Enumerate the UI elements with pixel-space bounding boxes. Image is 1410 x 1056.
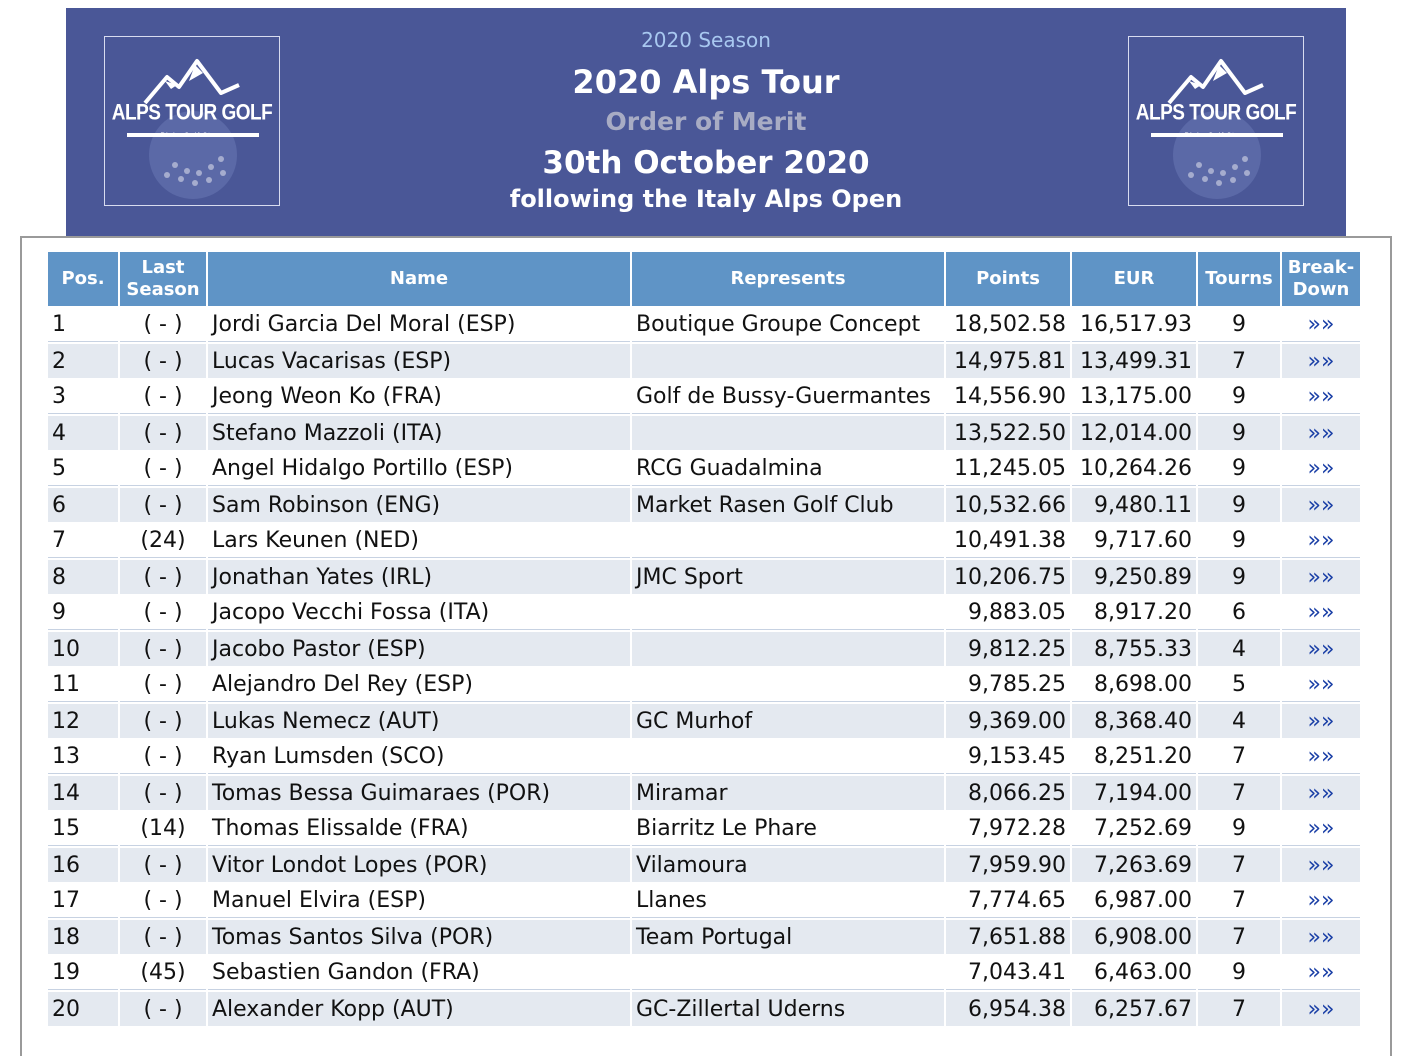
player-name-cell[interactable]: Alejandro Del Rey (ESP) — [208, 668, 630, 702]
tournaments-cell: 9 — [1198, 308, 1280, 342]
player-name-cell[interactable]: Stefano Mazzoli (ITA) — [208, 416, 630, 450]
last-season-cell: ( - ) — [120, 848, 206, 882]
represents-cell: Llanes — [632, 884, 944, 918]
represents-cell — [632, 668, 944, 702]
points-cell: 10,532.66 — [946, 488, 1070, 522]
eur-cell: 7,252.69 — [1072, 812, 1196, 846]
position-cell: 7 — [48, 524, 118, 558]
position-cell: 10 — [48, 632, 118, 666]
breakdown-link[interactable]: »» — [1282, 344, 1360, 378]
logo-text: ALPS TOUR GOLF — [1135, 101, 1297, 126]
points-cell: 8,066.25 — [946, 776, 1070, 810]
points-cell: 11,245.05 — [946, 452, 1070, 486]
player-name-cell[interactable]: Ryan Lumsden (SCO) — [208, 740, 630, 774]
table-row — [48, 596, 1360, 630]
tournaments-cell: 7 — [1198, 884, 1280, 918]
tournaments-cell: 7 — [1198, 776, 1280, 810]
breakdown-link[interactable]: »» — [1282, 452, 1360, 486]
points-cell: 14,556.90 — [946, 380, 1070, 414]
breakdown-link[interactable]: »» — [1282, 920, 1360, 954]
order-of-merit-table — [46, 250, 1362, 1028]
represents-cell: GC Murhof — [632, 704, 944, 738]
last-season-cell: ( - ) — [120, 452, 206, 486]
last-season-cell: ( - ) — [120, 344, 206, 378]
table-row — [48, 848, 1360, 882]
position-cell: 13 — [48, 740, 118, 774]
breakdown-link[interactable]: »» — [1282, 488, 1360, 522]
player-name-cell[interactable]: Alexander Kopp (AUT) — [208, 992, 630, 1026]
represents-cell: RCG Guadalmina — [632, 452, 944, 486]
represents-cell: JMC Sport — [632, 560, 944, 594]
breakdown-link[interactable]: »» — [1282, 524, 1360, 558]
position-cell: 3 — [48, 380, 118, 414]
points-cell: 10,491.38 — [946, 524, 1070, 558]
position-cell: 9 — [48, 596, 118, 630]
header-banner — [66, 8, 1346, 236]
points-cell: 6,954.38 — [946, 992, 1070, 1026]
logo-subtext: Risks Golf Store — [160, 133, 224, 139]
eur-cell: 6,257.67 — [1072, 992, 1196, 1026]
breakdown-link[interactable]: »» — [1282, 668, 1360, 702]
points-cell: 9,883.05 — [946, 596, 1070, 630]
table-row — [48, 344, 1360, 378]
col-header-represents[interactable]: Represents — [632, 252, 944, 306]
tournaments-cell: 7 — [1198, 848, 1280, 882]
eur-cell: 13,499.31 — [1072, 344, 1196, 378]
eur-cell: 13,175.00 — [1072, 380, 1196, 414]
eur-cell: 6,908.00 — [1072, 920, 1196, 954]
last-season-cell: (45) — [120, 956, 206, 990]
table-row — [48, 704, 1360, 738]
table-row — [48, 884, 1360, 918]
breakdown-link[interactable]: »» — [1282, 704, 1360, 738]
col-header-name[interactable]: Name — [208, 252, 630, 306]
points-cell: 14,975.81 — [946, 344, 1070, 378]
breakdown-link[interactable]: »» — [1282, 848, 1360, 882]
represents-cell — [632, 956, 944, 990]
table-row — [48, 524, 1360, 558]
season-label: 2020 Season — [641, 28, 771, 52]
position-cell: 19 — [48, 956, 118, 990]
tournaments-cell: 7 — [1198, 992, 1280, 1026]
player-name-cell[interactable]: Sam Robinson (ENG) — [208, 488, 630, 522]
breakdown-link[interactable]: »» — [1282, 992, 1360, 1026]
tournaments-cell: 9 — [1198, 560, 1280, 594]
position-cell: 4 — [48, 416, 118, 450]
position-cell: 2 — [48, 344, 118, 378]
player-name-cell[interactable]: Vitor Londot Lopes (POR) — [208, 848, 630, 882]
breakdown-link[interactable]: »» — [1282, 416, 1360, 450]
tournaments-cell: 9 — [1198, 812, 1280, 846]
breakdown-link[interactable]: »» — [1282, 812, 1360, 846]
points-cell: 18,502.58 — [946, 308, 1070, 342]
player-name-cell[interactable]: Sebastien Gandon (FRA) — [208, 956, 630, 990]
position-cell: 17 — [48, 884, 118, 918]
tournaments-cell: 9 — [1198, 956, 1280, 990]
last-season-cell: ( - ) — [120, 740, 206, 774]
position-cell: 12 — [48, 704, 118, 738]
breakdown-link[interactable]: »» — [1282, 380, 1360, 414]
table-row — [48, 380, 1360, 414]
last-season-cell: ( - ) — [120, 488, 206, 522]
breakdown-link[interactable]: »» — [1282, 884, 1360, 918]
table-row — [48, 488, 1360, 522]
points-cell: 13,522.50 — [946, 416, 1070, 450]
tournaments-cell: 9 — [1198, 524, 1280, 558]
eur-cell: 12,014.00 — [1072, 416, 1196, 450]
player-name-cell[interactable]: Lars Keunen (NED) — [208, 524, 630, 558]
last-season-cell: ( - ) — [120, 668, 206, 702]
last-season-cell: ( - ) — [120, 776, 206, 810]
represents-cell — [632, 740, 944, 774]
eur-cell: 8,251.20 — [1072, 740, 1196, 774]
represents-cell: Team Portugal — [632, 920, 944, 954]
points-cell: 9,153.45 — [946, 740, 1070, 774]
represents-cell — [632, 632, 944, 666]
last-season-cell: ( - ) — [120, 704, 206, 738]
col-header-last-line1: Last — [141, 257, 185, 278]
represents-cell — [632, 596, 944, 630]
last-season-cell: ( - ) — [120, 920, 206, 954]
col-header-tourns[interactable]: Tourns — [1198, 252, 1280, 306]
position-cell: 5 — [48, 452, 118, 486]
table-row — [48, 308, 1360, 342]
tournaments-cell: 7 — [1198, 740, 1280, 774]
eur-cell: 6,463.00 — [1072, 956, 1196, 990]
table-row — [48, 776, 1360, 810]
represents-cell: Boutique Groupe Concept — [632, 308, 944, 342]
points-cell: 7,959.90 — [946, 848, 1070, 882]
col-header-eur[interactable]: EUR — [1072, 252, 1196, 306]
position-cell: 20 — [48, 992, 118, 1026]
eur-cell: 9,480.11 — [1072, 488, 1196, 522]
eur-cell: 7,194.00 — [1072, 776, 1196, 810]
tournaments-cell: 7 — [1198, 344, 1280, 378]
tournaments-cell: 6 — [1198, 596, 1280, 630]
eur-cell: 8,755.33 — [1072, 632, 1196, 666]
eur-cell: 6,987.00 — [1072, 884, 1196, 918]
points-cell: 7,972.28 — [946, 812, 1070, 846]
position-cell: 11 — [48, 668, 118, 702]
position-cell: 1 — [48, 308, 118, 342]
player-name-cell[interactable]: Jonathan Yates (IRL) — [208, 560, 630, 594]
represents-cell: Golf de Bussy-Guermantes — [632, 380, 944, 414]
table-row — [48, 560, 1360, 594]
player-name-cell[interactable]: Jacobo Pastor (ESP) — [208, 632, 630, 666]
player-name-cell[interactable]: Manuel Elvira (ESP) — [208, 884, 630, 918]
breakdown-link[interactable]: »» — [1282, 776, 1360, 810]
breakdown-link[interactable]: »» — [1282, 740, 1360, 774]
points-cell: 7,651.88 — [946, 920, 1070, 954]
player-name-cell[interactable]: Jordi Garcia Del Moral (ESP) — [208, 308, 630, 342]
last-season-cell: ( - ) — [120, 992, 206, 1026]
position-cell: 18 — [48, 920, 118, 954]
eur-cell: 8,917.20 — [1072, 596, 1196, 630]
represents-cell — [632, 524, 944, 558]
col-header-last-line2: Season — [126, 279, 200, 300]
last-season-cell: ( - ) — [120, 884, 206, 918]
eur-cell: 7,263.69 — [1072, 848, 1196, 882]
table-row — [48, 416, 1360, 450]
col-header-breakdown[interactable] — [1282, 252, 1360, 306]
player-name-cell[interactable]: Angel Hidalgo Portillo (ESP) — [208, 452, 630, 486]
col-header-break-line2: Down — [1292, 279, 1350, 300]
player-name-cell[interactable]: Jeong Weon Ko (FRA) — [208, 380, 630, 414]
player-name-cell[interactable]: Lukas Nemecz (AUT) — [208, 704, 630, 738]
represents-cell: Miramar — [632, 776, 944, 810]
col-header-last-season[interactable] — [120, 252, 206, 306]
represents-cell — [632, 416, 944, 450]
player-name-cell[interactable]: Jacopo Vecchi Fossa (ITA) — [208, 596, 630, 630]
eur-cell: 8,698.00 — [1072, 668, 1196, 702]
points-cell: 7,774.65 — [946, 884, 1070, 918]
represents-cell: Biarritz Le Phare — [632, 812, 944, 846]
last-season-cell: ( - ) — [120, 560, 206, 594]
table-row — [48, 452, 1360, 486]
breakdown-link[interactable]: »» — [1282, 956, 1360, 990]
position-cell: 15 — [48, 812, 118, 846]
col-header-points[interactable]: Points — [946, 252, 1070, 306]
breakdown-link[interactable]: »» — [1282, 596, 1360, 630]
ranking-date: 30th October 2020 — [542, 145, 870, 181]
breakdown-link[interactable]: »» — [1282, 308, 1360, 342]
col-header-pos[interactable]: Pos. — [48, 252, 118, 306]
table-header-row — [48, 252, 1360, 306]
points-cell: 10,206.75 — [946, 560, 1070, 594]
last-season-cell: ( - ) — [120, 596, 206, 630]
tournaments-cell: 5 — [1198, 668, 1280, 702]
eur-cell: 10,264.26 — [1072, 452, 1196, 486]
table-row — [48, 956, 1360, 990]
points-cell: 7,043.41 — [946, 956, 1070, 990]
tournaments-cell: 9 — [1198, 416, 1280, 450]
col-header-break-line1: Break- — [1287, 257, 1355, 278]
player-name-cell[interactable]: Lucas Vacarisas (ESP) — [208, 344, 630, 378]
last-season-cell: (24) — [120, 524, 206, 558]
following-event: following the Italy Alps Open — [509, 185, 903, 213]
table-row — [48, 992, 1360, 1026]
table-row — [48, 668, 1360, 702]
points-cell: 9,812.25 — [946, 632, 1070, 666]
table-body — [48, 308, 1360, 1026]
represents-cell: Vilamoura — [632, 848, 944, 882]
page-subtitle: Order of Merit — [605, 107, 807, 136]
breakdown-link[interactable]: »» — [1282, 632, 1360, 666]
position-cell: 14 — [48, 776, 118, 810]
eur-cell: 9,717.60 — [1072, 524, 1196, 558]
eur-cell: 16,517.93 — [1072, 308, 1196, 342]
last-season-cell: ( - ) — [120, 632, 206, 666]
tournaments-cell: 7 — [1198, 920, 1280, 954]
player-name-cell[interactable]: Thomas Elissalde (FRA) — [208, 812, 630, 846]
tournaments-cell: 9 — [1198, 488, 1280, 522]
last-season-cell: ( - ) — [120, 416, 206, 450]
breakdown-link[interactable]: »» — [1282, 560, 1360, 594]
table-row — [48, 740, 1360, 774]
points-cell: 9,785.25 — [946, 668, 1070, 702]
alps-tour-logo-right[interactable] — [1128, 36, 1304, 206]
logo-subtext: Risks Golf Store — [1184, 133, 1248, 139]
player-name-cell[interactable]: Tomas Santos Silva (POR) — [208, 920, 630, 954]
table-row — [48, 812, 1360, 846]
position-cell: 16 — [48, 848, 118, 882]
tournaments-cell: 4 — [1198, 632, 1280, 666]
tournaments-cell: 9 — [1198, 452, 1280, 486]
table-row — [48, 632, 1360, 666]
position-cell: 6 — [48, 488, 118, 522]
tournaments-cell: 4 — [1198, 704, 1280, 738]
points-cell: 9,369.00 — [946, 704, 1070, 738]
tournaments-cell: 9 — [1198, 380, 1280, 414]
page-title: 2020 Alps Tour — [572, 63, 840, 101]
table-row — [48, 920, 1360, 954]
last-season-cell: ( - ) — [120, 308, 206, 342]
player-name-cell[interactable]: Tomas Bessa Guimaraes (POR) — [208, 776, 630, 810]
eur-cell: 8,368.40 — [1072, 704, 1196, 738]
represents-cell: GC-Zillertal Uderns — [632, 992, 944, 1026]
eur-cell: 9,250.89 — [1072, 560, 1196, 594]
represents-cell — [632, 344, 944, 378]
last-season-cell: ( - ) — [120, 380, 206, 414]
last-season-cell: (14) — [120, 812, 206, 846]
represents-cell: Market Rasen Golf Club — [632, 488, 944, 522]
logo-text: ALPS TOUR GOLF — [111, 101, 273, 126]
position-cell: 8 — [48, 560, 118, 594]
